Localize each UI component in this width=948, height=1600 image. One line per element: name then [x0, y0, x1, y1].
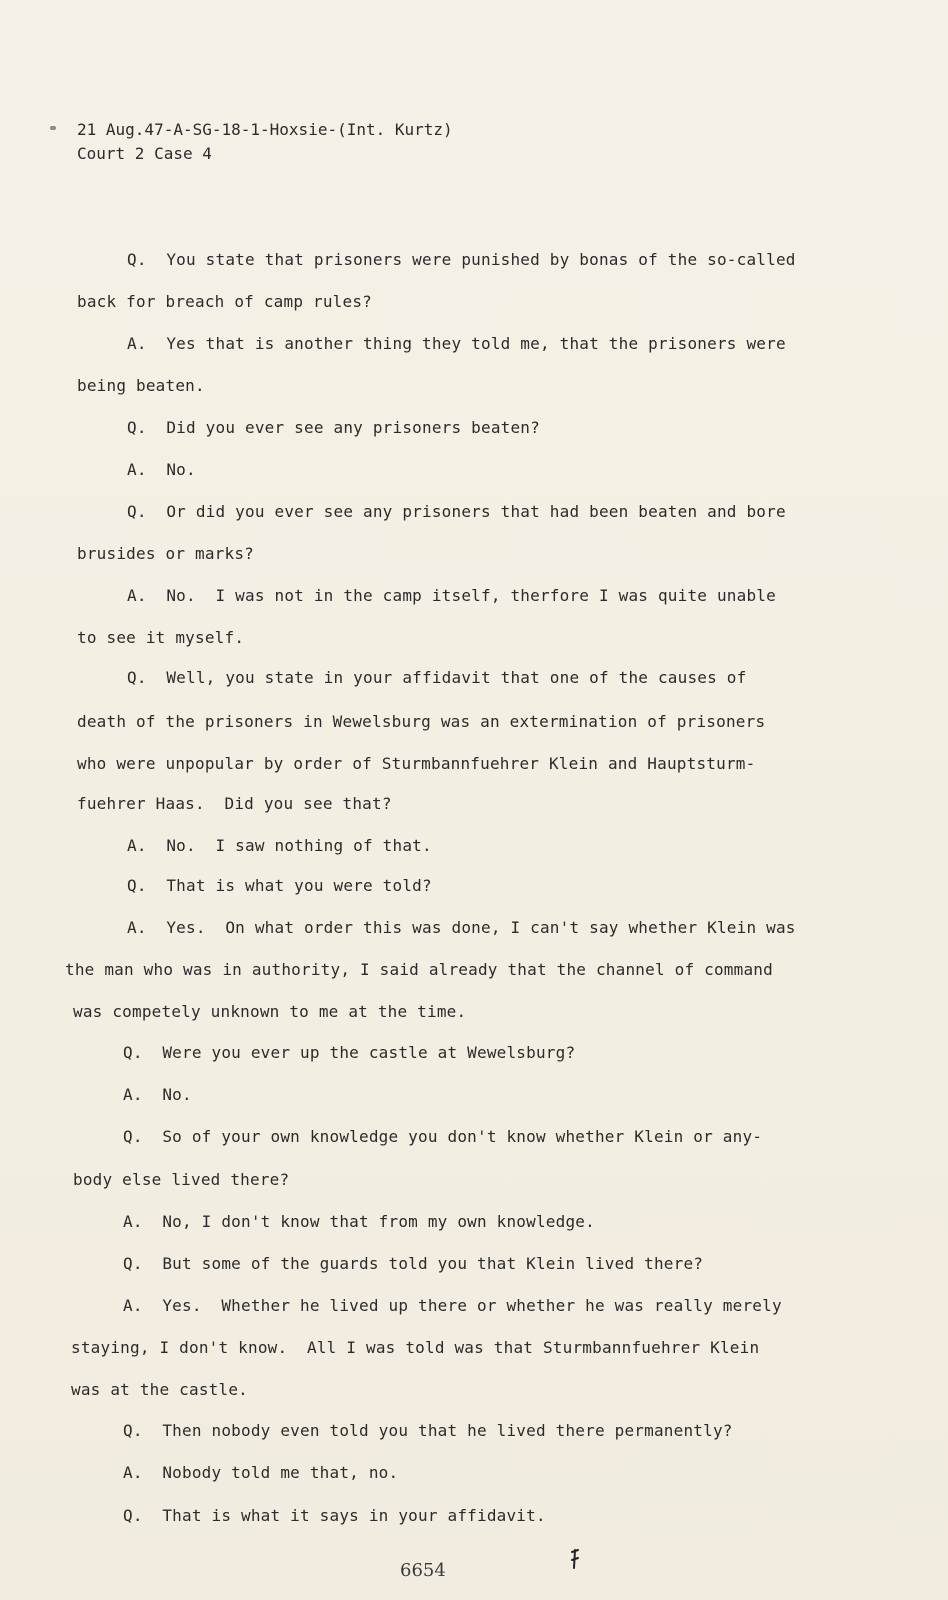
header-court-case-line: Court 2 Case 4 — [77, 144, 212, 163]
transcript-line: Q. That is what you were told? — [127, 876, 432, 895]
transcript-line: A. No. — [123, 1085, 192, 1104]
transcript-line: Q. That is what it says in your affidavit. — [123, 1506, 546, 1525]
transcript-line: Q. Were you ever up the castle at Wewelsburg? — [123, 1043, 576, 1062]
header-reference-line: 21 Aug.47-A-SG-18-1-Hoxsie-(Int. Kurtz) — [77, 120, 453, 139]
transcript-line: Q. Did you ever see any prisoners beaten? — [127, 418, 540, 437]
transcript-line: Q. Or did you ever see any prisoners that had been beaten and bore — [127, 502, 786, 521]
transcript-line: A. Nobody told me that, no. — [123, 1463, 399, 1482]
page-number: 6654 — [400, 1560, 446, 1581]
transcript-line: Q. So of your own knowledge you don't know whether Klein or any- — [123, 1127, 763, 1146]
handwritten-mark-icon — [570, 1548, 580, 1570]
transcript-line: A. Yes. On what order this was done, I can't say whether Klein was — [127, 918, 796, 937]
transcript-line: Q. Well, you state in your affidavit that one of the causes of — [127, 668, 747, 687]
transcript-line: A. No, I don't know that from my own knowledge. — [123, 1212, 595, 1231]
transcript-line: was at the castle. — [71, 1380, 248, 1399]
transcript-line: Q. You state that prisoners were punished by bonas of the so-called — [127, 250, 796, 269]
punch-hole-mark — [50, 126, 56, 130]
transcript-line: the man who was in authority, I said already that the channel of command — [65, 960, 773, 979]
transcript-line: brusides or marks? — [77, 544, 254, 563]
transcript-line: fuehrer Haas. Did you see that? — [77, 794, 392, 813]
transcript-line: was competely unknown to me at the time. — [73, 1002, 467, 1021]
transcript-line: back for breach of camp rules? — [77, 292, 372, 311]
transcript-line: Q. But some of the guards told you that Klein lived there? — [123, 1254, 704, 1273]
transcript-line: who were unpopular by order of Sturmbannfuehrer Klein and Hauptsturm- — [77, 754, 756, 773]
transcript-line: death of the prisoners in Wewelsburg was an extermination of prisoners — [77, 712, 766, 731]
transcript-line: A. No. — [127, 460, 196, 479]
transcript-line: Q. Then nobody even told you that he lived there permanently? — [123, 1421, 733, 1440]
document-header — [77, 118, 453, 166]
transcript-line: A. Yes. Whether he lived up there or whether he was really merely — [123, 1296, 782, 1315]
transcript-line: to see it myself. — [77, 628, 245, 647]
transcript-line: being beaten. — [77, 376, 205, 395]
transcript-line: staying, I don't know. All I was told was that Sturmbannfuehrer Klein — [71, 1338, 760, 1357]
transcript-line: A. No. I saw nothing of that. — [127, 836, 432, 855]
transcript-line: A. No. I was not in the camp itself, therfore I was quite unable — [127, 586, 776, 605]
transcript-line: A. Yes that is another thing they told me, that the prisoners were — [127, 334, 786, 353]
transcript-line: body else lived there? — [73, 1170, 290, 1189]
